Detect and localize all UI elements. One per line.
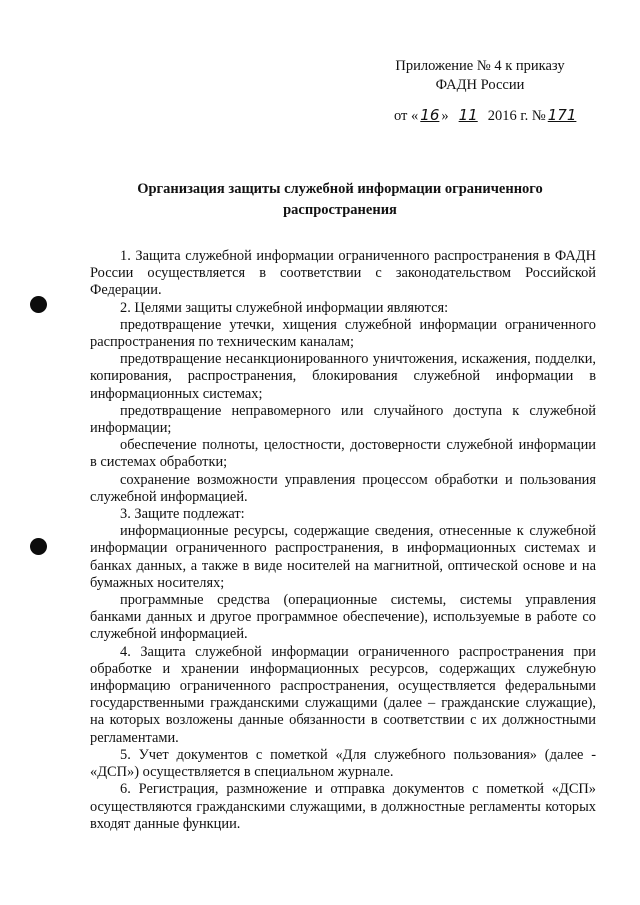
document-title bbox=[90, 179, 590, 221]
paragraph: 5. Учет документов с пометкой «Для служебного пользования» (далее - «ДСП») осуществляется в специальном журнале. bbox=[90, 746, 596, 781]
paragraph: сохранение возможности управления процессом обработки и пользования служебной информацией. bbox=[90, 471, 596, 505]
appendix-line: Приложение № 4 к приказу bbox=[395, 58, 565, 74]
paragraph: 2. Целями защиты служебной информации являются: bbox=[120, 299, 449, 316]
appendix-agency: ФАДН России bbox=[435, 77, 525, 93]
paragraph: 3. Защите подлежат: bbox=[120, 506, 245, 523]
paragraph: предотвращение утечки, хищения служебной информации ограниченного распространения по техническим каналам; bbox=[90, 316, 596, 351]
order-date-number bbox=[394, 106, 578, 125]
document-body bbox=[90, 248, 596, 833]
paragraph: 6. Регистрация, размножение и отправка документов с пометкой «ДСП» осуществляются гражданскими служащими, в должностные регламенты которых входят данные функции. bbox=[90, 781, 596, 832]
paragraph: предотвращение несанкционированного уничтожения, искажения, подделки, копирования, распространения, блокирования служебной информации в информационных системах; bbox=[90, 351, 596, 402]
title-line-2: распространения bbox=[283, 202, 397, 218]
paragraph: предотвращение неправомерного или случайного доступа к служебной информации; bbox=[90, 402, 596, 437]
paragraph: обеспечение полноты, целостности, достоверности служебной информации в системах обработки; bbox=[90, 437, 596, 471]
punch-hole-bottom bbox=[30, 538, 47, 555]
order-prefix: от « bbox=[394, 108, 419, 124]
title-line-1: Организация защиты служебной информации ограниченного bbox=[137, 181, 543, 197]
order-number-handwritten: 171 bbox=[547, 106, 577, 124]
order-month-handwritten: 11 bbox=[458, 106, 478, 124]
paragraph: информационные ресурсы, содержащие сведения, отнесенные к служебной информации ограниченного распространения, в информационных системах и банках данных, а также в виде носителей на магнитной, оптической основе и на бумажных носителях; bbox=[90, 523, 596, 591]
paragraph: 4. Защита служебной информации ограниченного распространения при обработке и хранении информационных ресурсов, содержащих служебную информацию ограниченного распространения, осуществляется федеральными государственными гражданскими служащими (далее – гражданские служащие), на которых возложены данные обязанности в соответствии с их должностными регламентами. bbox=[90, 643, 596, 746]
punch-hole-top bbox=[30, 296, 47, 313]
paragraph: программные средства (операционные системы, системы управления банками данных и другое программное обеспечение), используемые в работе со служебной информацией. bbox=[90, 592, 596, 643]
order-mid: » bbox=[441, 108, 449, 124]
paragraph: 1. Защита служебной информации ограниченного распространения в ФАДН России осуществляется в соответствии с законодательством Российской Федерации. bbox=[90, 248, 596, 299]
order-year: 2016 г. № bbox=[487, 108, 546, 124]
order-day-handwritten: 16 bbox=[420, 106, 440, 124]
